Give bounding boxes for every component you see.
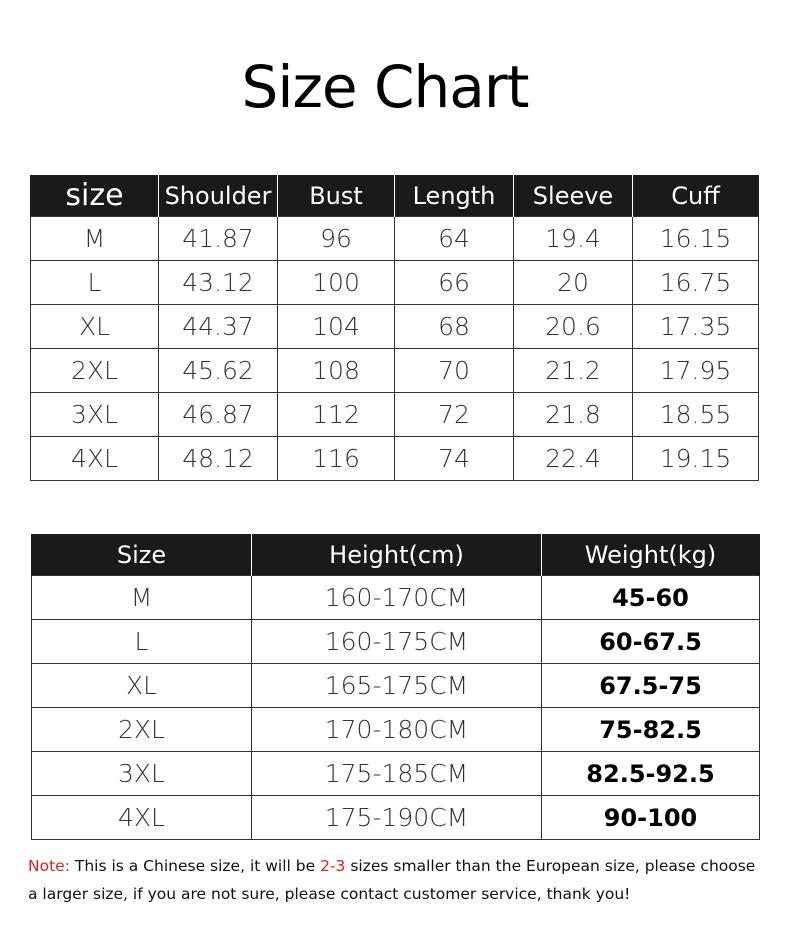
table-cell: M bbox=[32, 576, 252, 620]
table-row bbox=[32, 664, 760, 708]
table-cell: 18.55 bbox=[633, 393, 759, 437]
table-cell: 2XL bbox=[31, 349, 159, 393]
table-cell: 45-60 bbox=[542, 576, 760, 620]
table-cell: 64 bbox=[395, 217, 514, 261]
height-weight-table bbox=[31, 534, 760, 840]
column-header-shoulder: Shoulder bbox=[159, 175, 278, 217]
table-cell: 112 bbox=[278, 393, 395, 437]
table-cell: 22.4 bbox=[514, 437, 633, 481]
table-cell: XL bbox=[32, 664, 252, 708]
table-cell: 90-100 bbox=[542, 796, 760, 840]
table-cell: 175-190CM bbox=[252, 796, 542, 840]
table-cell: XL bbox=[31, 305, 159, 349]
table-row bbox=[31, 217, 759, 261]
table-cell: 19.4 bbox=[514, 217, 633, 261]
table-cell: 3XL bbox=[31, 393, 159, 437]
column-header-size: Size bbox=[32, 534, 252, 576]
table-cell: 96 bbox=[278, 217, 395, 261]
table-cell: 21.2 bbox=[514, 349, 633, 393]
column-header-cuff: Cuff bbox=[633, 175, 759, 217]
table-row bbox=[32, 708, 760, 752]
table-header-row bbox=[32, 534, 760, 576]
table-cell: 17.95 bbox=[633, 349, 759, 393]
column-header-height: Height(cm) bbox=[252, 534, 542, 576]
table-row bbox=[31, 393, 759, 437]
table-row bbox=[31, 437, 759, 481]
column-header-bust: Bust bbox=[278, 175, 395, 217]
table-cell: 4XL bbox=[31, 437, 159, 481]
garment-measurements-table bbox=[30, 175, 759, 481]
column-header-length: Length bbox=[395, 175, 514, 217]
size-note bbox=[28, 852, 768, 908]
table-cell: 67.5-75 bbox=[542, 664, 760, 708]
page-title: Size Chart bbox=[241, 53, 529, 121]
table-cell: 160-170CM bbox=[252, 576, 542, 620]
table-cell: 4XL bbox=[32, 796, 252, 840]
table-cell: 16.15 bbox=[633, 217, 759, 261]
table-cell: 175-185CM bbox=[252, 752, 542, 796]
table-cell: 46.87 bbox=[159, 393, 278, 437]
table-cell: 100 bbox=[278, 261, 395, 305]
table-cell: 45.62 bbox=[159, 349, 278, 393]
table-cell: 82.5-92.5 bbox=[542, 752, 760, 796]
table-cell: 160-175CM bbox=[252, 620, 542, 664]
table-cell: 75-82.5 bbox=[542, 708, 760, 752]
table-row bbox=[31, 305, 759, 349]
note-highlight: 2-3 bbox=[320, 857, 346, 875]
table-row bbox=[31, 349, 759, 393]
column-header-sleeve: Sleeve bbox=[514, 175, 633, 217]
table-cell: L bbox=[32, 620, 252, 664]
table-cell: 48.12 bbox=[159, 437, 278, 481]
table-header-row bbox=[31, 175, 759, 217]
table-cell: 66 bbox=[395, 261, 514, 305]
table-cell: 165-175CM bbox=[252, 664, 542, 708]
column-header-weight: Weight(kg) bbox=[542, 534, 760, 576]
table-row bbox=[31, 261, 759, 305]
table-cell: 43.12 bbox=[159, 261, 278, 305]
table-cell: 16.75 bbox=[633, 261, 759, 305]
table-cell: 19.15 bbox=[633, 437, 759, 481]
table-cell: 20.6 bbox=[514, 305, 633, 349]
table-cell: 74 bbox=[395, 437, 514, 481]
table-cell: 20 bbox=[514, 261, 633, 305]
table-cell: 72 bbox=[395, 393, 514, 437]
table-cell: 70 bbox=[395, 349, 514, 393]
table-cell: 60-67.5 bbox=[542, 620, 760, 664]
table-cell: 68 bbox=[395, 305, 514, 349]
table-cell: M bbox=[31, 217, 159, 261]
note-text: This is a Chinese size, it will be bbox=[69, 857, 321, 875]
table-cell: 2XL bbox=[32, 708, 252, 752]
table-cell: 108 bbox=[278, 349, 395, 393]
table-cell: 44.37 bbox=[159, 305, 278, 349]
table-cell: 41.87 bbox=[159, 217, 278, 261]
table-cell: 21.8 bbox=[514, 393, 633, 437]
table-cell: L bbox=[31, 261, 159, 305]
column-header-size: size bbox=[31, 175, 159, 217]
table-cell: 17.35 bbox=[633, 305, 759, 349]
table-row bbox=[32, 752, 760, 796]
table-row bbox=[32, 576, 760, 620]
table-cell: 3XL bbox=[32, 752, 252, 796]
table-row bbox=[32, 796, 760, 840]
table-row bbox=[32, 620, 760, 664]
note-label: Note: bbox=[28, 857, 70, 875]
note-text: sizes smaller than the European size, please choose a larger size, if you are not sure, please contact customer service, thank you! bbox=[28, 857, 756, 903]
table-cell: 116 bbox=[278, 437, 395, 481]
table-cell: 170-180CM bbox=[252, 708, 542, 752]
table-cell: 104 bbox=[278, 305, 395, 349]
